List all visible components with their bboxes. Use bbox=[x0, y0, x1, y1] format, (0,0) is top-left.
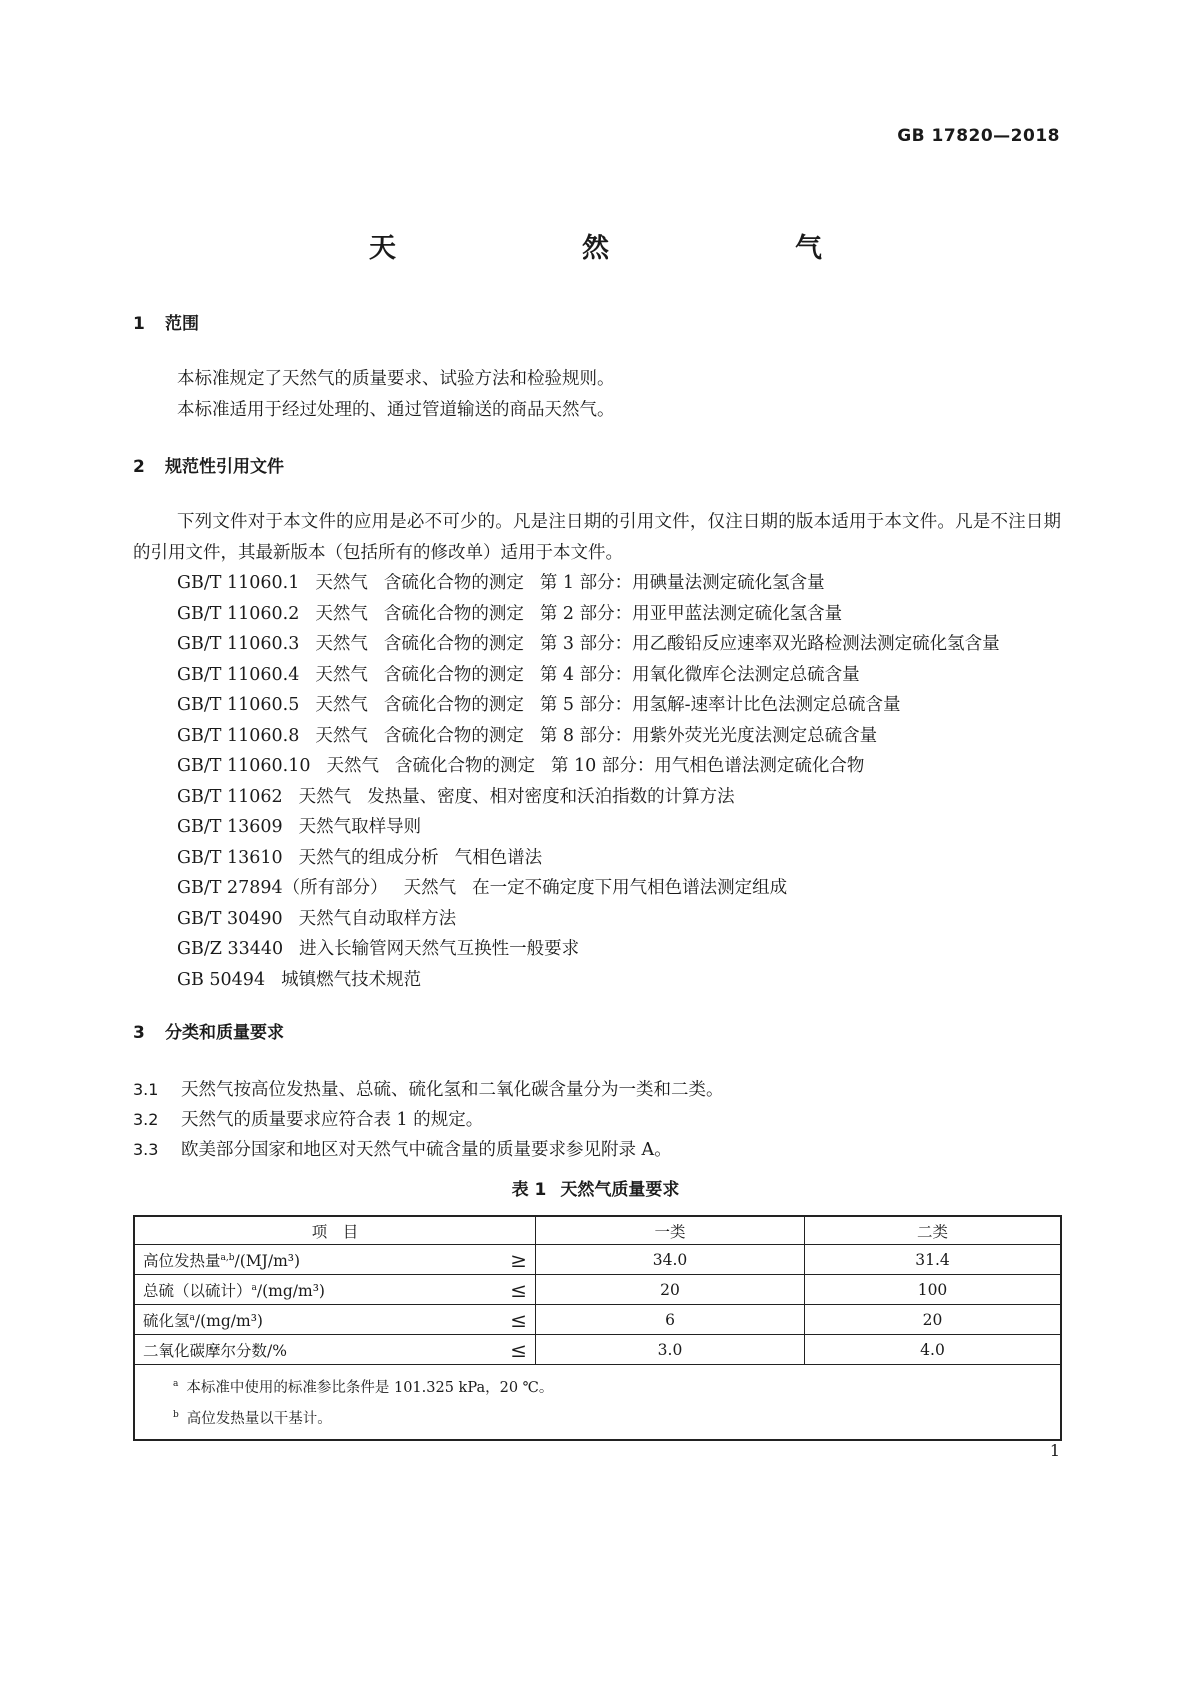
reference-t1: 天然气 bbox=[315, 695, 368, 715]
normative-refs-intro bbox=[133, 507, 1061, 568]
scope-paragraph: 本标准规定了天然气的质量要求、试验方法和检验规则。 bbox=[177, 369, 615, 389]
reference-t1: 天然气取样导则 bbox=[298, 817, 422, 837]
row-unit: /(mg/m³) bbox=[194, 1311, 263, 1330]
table-notes bbox=[135, 1365, 1061, 1440]
clause-item bbox=[133, 1075, 1061, 1105]
reference-item bbox=[133, 751, 1061, 782]
scope-paragraph: 本标准适用于经过处理的、通过管道输送的商品天然气。 bbox=[177, 399, 615, 420]
table-row bbox=[135, 1275, 1061, 1305]
section-title: 分类和质量要求 bbox=[165, 1023, 284, 1043]
reference-t2: 发热量、密度、相对密度和沃泊指数的计算方法 bbox=[367, 786, 735, 807]
cell-class1: 20 bbox=[536, 1275, 805, 1305]
reference-t1: 天然气 bbox=[326, 756, 379, 776]
reference-t2: 含硫化合物的测定 bbox=[383, 664, 524, 685]
footnote-ref: a,b bbox=[220, 1252, 235, 1263]
reference-item bbox=[133, 690, 1061, 721]
reference-item bbox=[133, 873, 1061, 904]
row-unit: /(MJ/m³) bbox=[234, 1251, 301, 1270]
table-note bbox=[173, 1371, 1052, 1402]
reference-t2: 在一定不确定度下用气相色谱法测定组成 bbox=[472, 878, 788, 898]
clause-number: 3.1 bbox=[133, 1080, 159, 1099]
table-caption bbox=[0, 1175, 1191, 1200]
clause-text: 天然气按高位发热量、总硫、硫化氢和二氧化碳含量分为一类和二类。 bbox=[181, 1080, 724, 1100]
reference-t1: 天然气 bbox=[315, 603, 368, 624]
reference-item bbox=[133, 904, 1061, 935]
cell-class2: 100 bbox=[805, 1275, 1061, 1305]
note-text: 高位发热量以干基计。 bbox=[186, 1411, 332, 1427]
reference-item bbox=[133, 782, 1061, 813]
standard-code: GB 17820—2018 bbox=[897, 126, 1060, 146]
section-number: 2 bbox=[133, 457, 145, 477]
row-label bbox=[135, 1275, 492, 1305]
reference-item bbox=[133, 812, 1061, 843]
reference-t1: 城镇燃气技术规范 bbox=[281, 969, 422, 990]
footnote-ref: a bbox=[189, 1312, 195, 1323]
row-label-text: 高位发热量 bbox=[143, 1251, 221, 1270]
section-heading-normative-refs bbox=[133, 452, 284, 477]
cell-class2: 31.4 bbox=[805, 1245, 1061, 1275]
row-unit: /(mg/m³) bbox=[256, 1281, 325, 1300]
reference-item bbox=[133, 660, 1061, 691]
reference-item bbox=[133, 568, 1061, 599]
table-row bbox=[135, 1305, 1061, 1335]
reference-code: GB/T 11060.1 bbox=[177, 573, 300, 593]
reference-t1: 天然气 bbox=[315, 664, 368, 685]
intro-paragraph: 下列文件对于本文件的应用是必不可少的。凡是注日期的引用文件，仅注日期的版本适用于本文件。凡是不注日期的引用文件，其最新版本（包括所有的修改单）适用于本文件。 bbox=[133, 512, 1061, 563]
reference-t1: 进入长输管网天然气互换性一般要求 bbox=[299, 939, 580, 959]
section-heading-scope bbox=[133, 309, 199, 334]
reference-item bbox=[133, 934, 1061, 965]
reference-code: GB/T 27894（所有部分） bbox=[177, 878, 388, 898]
reference-code: GB/Z 33440 bbox=[177, 939, 284, 959]
cell-class1: 6 bbox=[536, 1305, 805, 1335]
reference-t2: 含硫化合物的测定 bbox=[394, 756, 535, 776]
reference-t2: 含硫化合物的测定 bbox=[383, 695, 524, 715]
reference-code: GB/T 11060.5 bbox=[177, 695, 300, 715]
clause-list bbox=[133, 1075, 1061, 1165]
section-number: 1 bbox=[133, 314, 145, 334]
header-class2: 二类 bbox=[805, 1217, 1061, 1245]
row-operator: ≤ bbox=[491, 1275, 536, 1305]
reference-t2: 含硫化合物的测定 bbox=[383, 725, 524, 746]
reference-list bbox=[133, 568, 1061, 995]
reference-t1: 天然气自动取样方法 bbox=[298, 908, 457, 929]
note-mark: b bbox=[173, 1410, 179, 1420]
cell-class2: 4.0 bbox=[805, 1335, 1061, 1365]
row-label-text: 总硫（以硫计） bbox=[143, 1281, 252, 1300]
clause-item bbox=[133, 1105, 1061, 1135]
table-note bbox=[173, 1402, 1052, 1433]
reference-t1: 天然气 bbox=[403, 878, 457, 898]
cell-class2: 20 bbox=[805, 1305, 1061, 1335]
row-operator: ≤ bbox=[491, 1335, 536, 1365]
reference-t2: 含硫化合物的测定 bbox=[383, 634, 524, 654]
table-notes-row bbox=[135, 1365, 1061, 1440]
row-label bbox=[135, 1335, 492, 1365]
reference-item bbox=[133, 721, 1061, 752]
reference-t3: 第 1 部分：用碘量法测定硫化氢含量 bbox=[539, 573, 825, 593]
scope-body bbox=[133, 364, 1061, 425]
reference-item bbox=[133, 843, 1061, 874]
row-operator: ≥ bbox=[491, 1245, 536, 1275]
document-title: 天 然 气 bbox=[369, 233, 866, 264]
reference-code: GB/T 13610 bbox=[177, 847, 283, 868]
note-mark: a bbox=[173, 1379, 179, 1389]
row-operator: ≤ bbox=[491, 1305, 536, 1335]
row-label bbox=[135, 1245, 492, 1275]
reference-code: GB/T 11060.8 bbox=[177, 725, 300, 746]
reference-code: GB/T 11060.2 bbox=[177, 603, 300, 624]
reference-t3: 第 10 部分：用气相色谱法测定硫化合物 bbox=[550, 756, 865, 776]
reference-t3: 第 4 部分：用氧化微库仑法测定总硫含量 bbox=[539, 664, 860, 685]
reference-t3: 第 2 部分：用亚甲蓝法测定硫化氢含量 bbox=[539, 603, 843, 624]
table-header-row bbox=[135, 1217, 1061, 1245]
header-item: 项 目 bbox=[135, 1217, 536, 1245]
footnote-ref: a bbox=[251, 1282, 257, 1293]
table-row bbox=[135, 1245, 1061, 1275]
reference-code: GB/T 11062 bbox=[177, 786, 283, 807]
section-heading-classification bbox=[133, 1018, 284, 1043]
reference-t1: 天然气 bbox=[315, 725, 368, 746]
reference-t2: 含硫化合物的测定 bbox=[383, 603, 524, 624]
reference-item bbox=[133, 965, 1061, 996]
reference-code: GB/T 11060.3 bbox=[177, 634, 300, 654]
header-class1: 一类 bbox=[536, 1217, 805, 1245]
reference-t1: 天然气 bbox=[315, 573, 368, 593]
section-title: 范围 bbox=[165, 314, 199, 334]
clause-number: 3.3 bbox=[133, 1140, 159, 1159]
reference-t3: 第 8 部分：用紫外荧光光度法测定总硫含量 bbox=[539, 725, 878, 746]
reference-t2: 气相色谱法 bbox=[454, 847, 543, 868]
reference-item bbox=[133, 629, 1061, 660]
clause-number: 3.2 bbox=[133, 1110, 159, 1129]
table-title: 天然气质量要求 bbox=[560, 1180, 680, 1200]
cell-class1: 34.0 bbox=[536, 1245, 805, 1275]
table-number: 表 1 bbox=[511, 1180, 547, 1200]
reference-code: GB 50494 bbox=[177, 969, 266, 990]
reference-item bbox=[133, 599, 1061, 630]
clause-text: 天然气的质量要求应符合表 1 的规定。 bbox=[181, 1110, 484, 1130]
clause-text: 欧美部分国家和地区对天然气中硫含量的质量要求参见附录 A。 bbox=[181, 1140, 672, 1160]
table-row bbox=[135, 1335, 1061, 1365]
reference-t1: 天然气 bbox=[315, 634, 368, 654]
page-number: 1 bbox=[1049, 1441, 1060, 1460]
row-label-text: 二氧化碳摩尔分数/% bbox=[143, 1341, 287, 1360]
clause-item bbox=[133, 1135, 1061, 1165]
table-body bbox=[135, 1245, 1061, 1365]
reference-t3: 第 5 部分：用氢解-速率计比色法测定总硫含量 bbox=[539, 695, 901, 715]
reference-code: GB/T 13609 bbox=[177, 817, 283, 837]
reference-code: GB/T 11060.4 bbox=[177, 664, 300, 685]
row-label bbox=[135, 1305, 492, 1335]
reference-t3: 第 3 部分：用乙酸铅反应速率双光路检测法测定硫化氢含量 bbox=[539, 634, 1000, 654]
section-title: 规范性引用文件 bbox=[165, 457, 284, 477]
row-label-text: 硫化氢 bbox=[143, 1311, 190, 1330]
reference-code: GB/T 30490 bbox=[177, 908, 283, 929]
reference-t1: 天然气 bbox=[298, 786, 352, 807]
reference-code: GB/T 11060.10 bbox=[177, 756, 311, 776]
section-number: 3 bbox=[133, 1023, 145, 1043]
quality-requirements-table bbox=[134, 1216, 1061, 1440]
cell-class1: 3.0 bbox=[536, 1335, 805, 1365]
reference-t1: 天然气的组成分析 bbox=[298, 847, 439, 868]
reference-t2: 含硫化合物的测定 bbox=[383, 573, 524, 593]
note-text: 本标准中使用的标准参比条件是 101.325 kPa，20 ℃。 bbox=[186, 1380, 554, 1396]
